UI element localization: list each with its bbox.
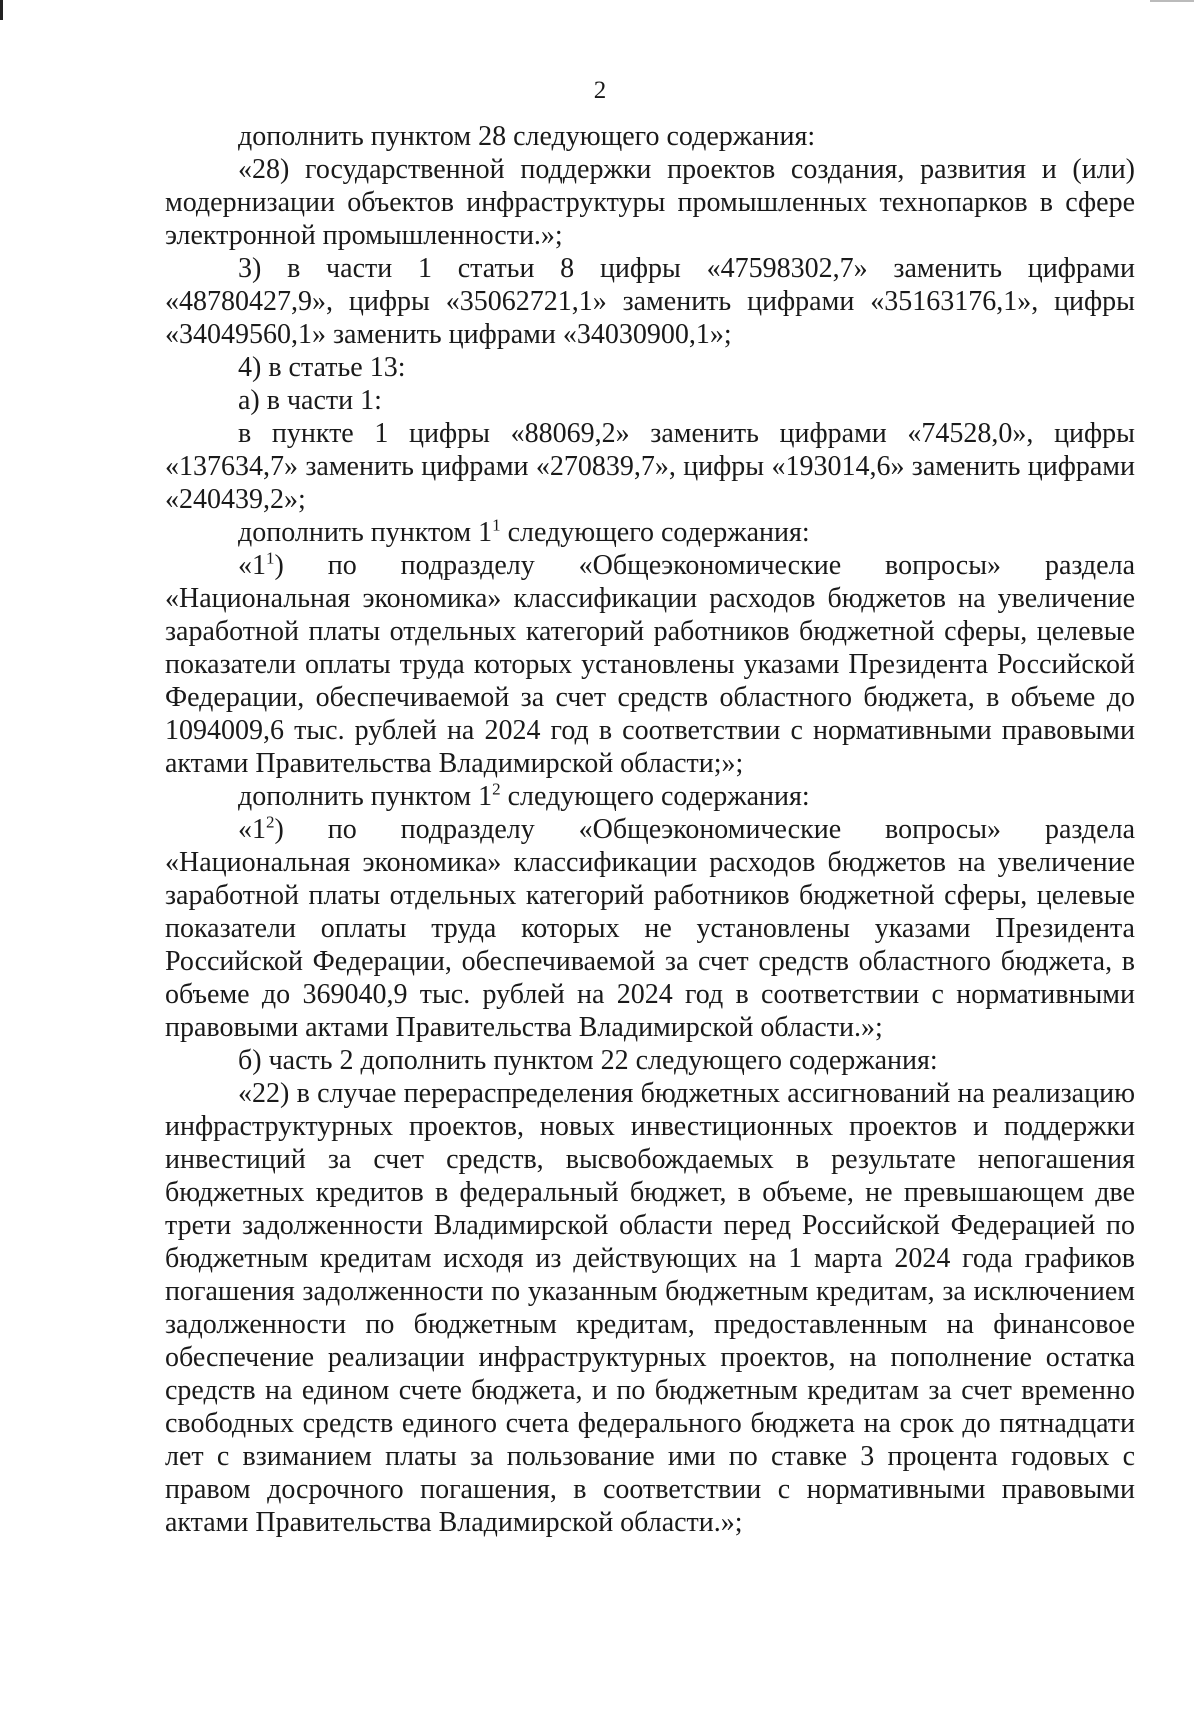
superscript: 2 xyxy=(266,812,275,832)
paragraph-part-1-heading: а) в части 1: xyxy=(238,385,382,416)
paragraph-article-8-amendment: 3) в части 1 статьи 8 цифры «47598302,7» заменить цифрами «48780427,9», цифры «35062721,1» заменить цифрами «35163176,1», цифры «34049560,1» заменить цифрами «34030900,1»; xyxy=(165,253,1135,350)
text-segment: ) по подразделу «Общеэкономические вопросы» раздела «Национальная экономика» классификации расходов бюджетов на увеличение заработной платы отдельных категорий работников бюджетной сферы, целевые показатели оплаты труда которых установлены указами Президента Российской Федерации, обеспечиваемой за счет средств областного бюджета, в объеме до 1094009,6 тыс. рублей на 2024 год в соответствии с нормативными правовыми актами Правительства Владимирской области;»; xyxy=(165,550,1135,779)
paragraph-article-13-heading: 4) в статье 13: xyxy=(238,352,406,383)
text-segment: дополнить пунктом 1 xyxy=(238,517,493,548)
paragraph-amend-item-1-1-intro xyxy=(165,516,1135,549)
paragraph-part-2-amendment: б) часть 2 дополнить пунктом 22 следующего содержания: xyxy=(238,1045,938,1076)
paragraph-item-22: «22) в случае перераспределения бюджетных ассигнований на реализацию инфраструктурных проектов, новых инвестиционных проектов и поддержки инвестиций за счет средств, высвобождаемых в результате непогашения бюджетных кредитов в федеральный бюджет, в объеме, не превышающем две трети задолженности Владимирской области перед Российской Федерацией по бюджетным кредитам исходя из действующих на 1 марта 2024 года графиков погашения задолженности по указанным бюджетным кредитам, за исключением задолженности по бюджетным кредитам, предоставленным на финансовое обеспечение реализации инфраструктурных проектов, на пополнение остатка средств на едином счете бюджета, и по бюджетным кредитам за счет временно свободных средств единого счета федерального бюджета на срок до пятнадцати лет с взиманием платы за пользование ими по ставке 3 процента годовых с правом досрочного погашения, в соответствии с нормативными правовыми актами Правительства Владимирской области.»; xyxy=(165,1078,1135,1538)
text-segment: следующего содержания: xyxy=(500,781,810,812)
text-segment: ) по подразделу «Общеэкономические вопросы» раздела «Национальная экономика» классификации расходов бюджетов на увеличение заработной платы отдельных категорий работников бюджетной сферы, целевые показатели оплаты труда которых не установлены указами Президента Российской Федерации, обеспечиваемой за счет средств областного бюджета, в объеме до 369040,9 тыс. рублей на 2024 год в соответствии с нормативными правовыми актами Правительства Владимирской области.»; xyxy=(165,814,1135,1043)
superscript: 1 xyxy=(266,548,275,568)
paragraph-item-1-2 xyxy=(165,813,1135,1044)
superscript: 2 xyxy=(492,779,501,799)
document-body xyxy=(165,120,1135,1539)
paragraph-item-28: «28) государственной поддержки проектов создания, развития и (или) модернизации объектов инфраструктуры промышленных технопарков в сфере электронной промышленности.»; xyxy=(165,154,1135,251)
scan-edge-mark xyxy=(1150,0,1194,2)
paragraph-item-1-amendment: в пункте 1 цифры «88069,2» заменить цифрами «74528,0», цифры «137634,7» заменить цифрами «270839,7», цифры «193014,6» заменить цифрами «240439,2»; xyxy=(165,418,1135,515)
text-segment: дополнить пунктом 1 xyxy=(238,781,493,812)
paragraph-amend-item-1-2-intro xyxy=(165,780,1135,813)
scan-corner-mark xyxy=(0,0,3,20)
paragraph-amend-item-28-intro: дополнить пунктом 28 следующего содержания: xyxy=(238,121,816,152)
superscript: 1 xyxy=(492,515,501,535)
text-segment: следующего содержания: xyxy=(500,517,810,548)
text-segment: «1 xyxy=(238,550,266,581)
paragraph-item-1-1 xyxy=(165,549,1135,780)
page-number: 2 xyxy=(593,77,607,104)
text-segment: «1 xyxy=(238,814,266,845)
